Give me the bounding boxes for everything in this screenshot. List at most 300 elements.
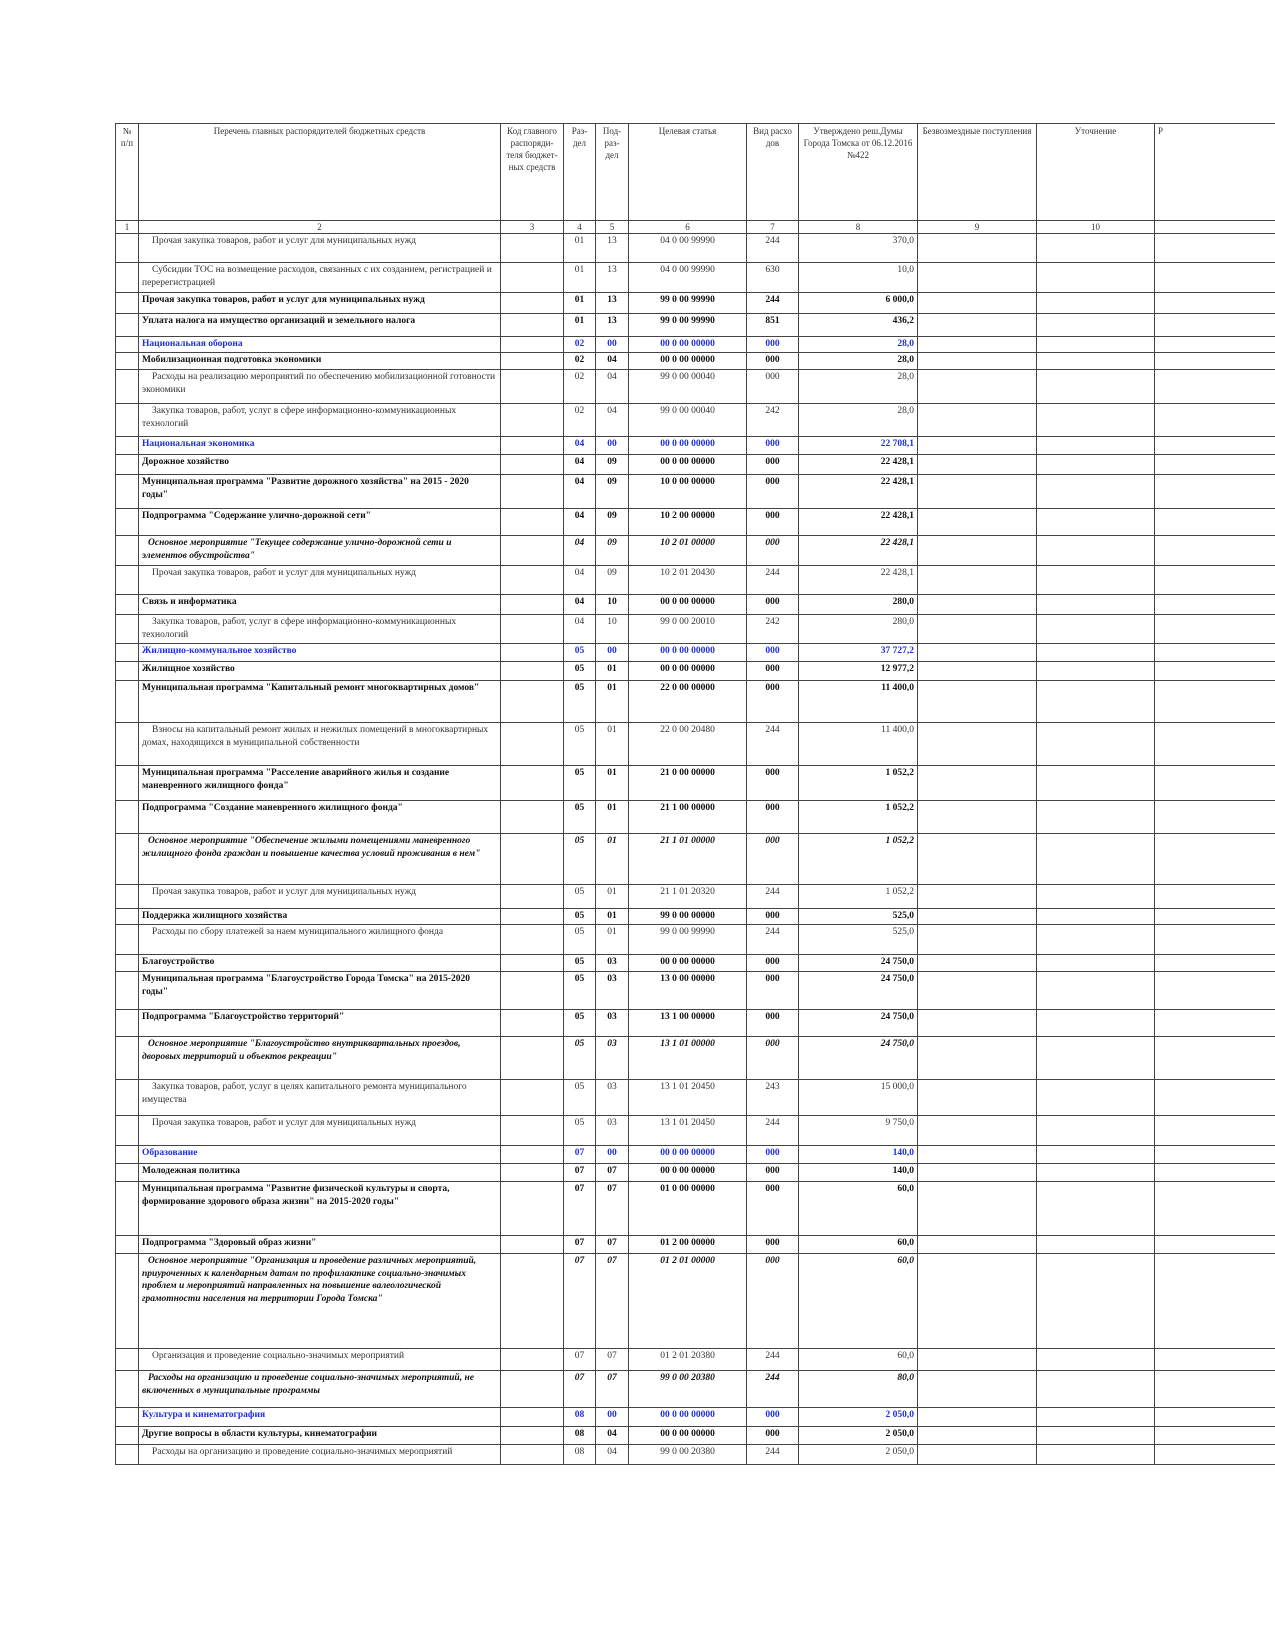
row-approved-sum: 1 052,2	[799, 833, 918, 884]
row-expense-type: 244	[747, 1115, 799, 1145]
row-expense-type: 000	[747, 765, 799, 800]
row-name: Связь и информатика	[139, 595, 501, 615]
row-number	[116, 1444, 139, 1464]
table-row	[116, 566, 1275, 595]
row-razdel: 04	[564, 455, 596, 475]
row-free-receipts	[918, 884, 1037, 908]
header-no: № п/п	[116, 124, 139, 221]
row-podrazdel: 04	[596, 370, 629, 404]
row-razdel: 07	[564, 1163, 596, 1181]
table-row	[116, 908, 1275, 924]
row-name: Расходы по сбору платежей за наем муниципального жилищного фонда	[139, 924, 501, 954]
table-row	[116, 1009, 1275, 1036]
row-expense-type: 000	[747, 353, 799, 370]
row-razdel: 05	[564, 908, 596, 924]
table-row	[116, 1253, 1275, 1348]
row-extra	[1155, 722, 1275, 765]
col-number: 6	[629, 221, 747, 234]
row-razdel: 02	[564, 353, 596, 370]
row-target-article: 13 1 01 20450	[629, 1079, 747, 1115]
row-clarification	[1037, 954, 1155, 971]
row-approved-sum: 60,0	[799, 1348, 918, 1370]
row-code	[501, 1407, 564, 1426]
row-number	[116, 1145, 139, 1163]
row-razdel: 05	[564, 765, 596, 800]
row-name: Закупка товаров, работ, услуг в целях капитального ремонта муниципального имущества	[139, 1079, 501, 1115]
row-expense-type: 000	[747, 509, 799, 536]
row-approved-sum: 28,0	[799, 353, 918, 370]
row-approved-sum: 1 052,2	[799, 800, 918, 833]
row-razdel: 01	[564, 293, 596, 314]
row-clarification	[1037, 353, 1155, 370]
col-number	[1155, 221, 1275, 234]
row-approved-sum: 22 428,1	[799, 509, 918, 536]
row-podrazdel: 04	[596, 1426, 629, 1444]
row-razdel: 08	[564, 1426, 596, 1444]
row-razdel: 07	[564, 1235, 596, 1253]
row-approved-sum: 11 400,0	[799, 722, 918, 765]
row-extra	[1155, 1079, 1275, 1115]
row-number	[116, 800, 139, 833]
row-extra	[1155, 661, 1275, 680]
row-podrazdel: 13	[596, 263, 629, 293]
row-clarification	[1037, 615, 1155, 644]
row-free-receipts	[918, 437, 1037, 455]
row-podrazdel: 13	[596, 314, 629, 337]
row-clarification	[1037, 566, 1155, 595]
row-name: Национальная экономика	[139, 437, 501, 455]
row-free-receipts	[918, 971, 1037, 1009]
header-name: Перечень главных распорядителей бюджетных средств	[139, 124, 501, 221]
row-code	[501, 234, 564, 263]
row-podrazdel: 09	[596, 455, 629, 475]
row-podrazdel: 00	[596, 643, 629, 661]
row-expense-type: 000	[747, 1253, 799, 1348]
row-razdel: 08	[564, 1444, 596, 1464]
row-name: Взносы на капитальный ремонт жилых и нежилых помещений в многоквартирных домах, находящихся в муниципальной собственности	[139, 722, 501, 765]
row-free-receipts	[918, 263, 1037, 293]
row-expense-type: 000	[747, 536, 799, 566]
table-row	[116, 353, 1275, 370]
row-podrazdel: 01	[596, 800, 629, 833]
row-clarification	[1037, 404, 1155, 437]
row-target-article: 00 0 00 00000	[629, 337, 747, 353]
row-podrazdel: 04	[596, 404, 629, 437]
row-podrazdel: 09	[596, 536, 629, 566]
table-row	[116, 455, 1275, 475]
row-clarification	[1037, 1115, 1155, 1145]
row-expense-type: 851	[747, 314, 799, 337]
row-target-article: 99 0 00 99990	[629, 293, 747, 314]
row-number	[116, 884, 139, 908]
row-clarification	[1037, 722, 1155, 765]
row-name: Другие вопросы в области культуры, кинематографии	[139, 1426, 501, 1444]
row-razdel: 08	[564, 1407, 596, 1426]
header-extra: Р	[1155, 124, 1275, 221]
row-number	[116, 536, 139, 566]
row-podrazdel: 01	[596, 924, 629, 954]
row-target-article: 04 0 00 99990	[629, 234, 747, 263]
col-number: 7	[747, 221, 799, 234]
row-expense-type: 000	[747, 643, 799, 661]
row-razdel: 05	[564, 1009, 596, 1036]
row-clarification	[1037, 1181, 1155, 1235]
row-approved-sum: 2 050,0	[799, 1407, 918, 1426]
row-number	[116, 908, 139, 924]
row-code	[501, 404, 564, 437]
row-extra	[1155, 1253, 1275, 1348]
row-podrazdel: 01	[596, 765, 629, 800]
row-target-article: 00 0 00 00000	[629, 661, 747, 680]
row-extra	[1155, 615, 1275, 644]
row-name: Закупка товаров, работ, услуг в сфере информационно-коммуникационных технологий	[139, 404, 501, 437]
row-approved-sum: 140,0	[799, 1145, 918, 1163]
row-number	[116, 1370, 139, 1407]
table-row	[116, 971, 1275, 1009]
row-podrazdel: 07	[596, 1181, 629, 1235]
table-row	[116, 263, 1275, 293]
row-extra	[1155, 293, 1275, 314]
row-target-article: 99 0 00 00000	[629, 908, 747, 924]
row-target-article: 99 0 00 00040	[629, 404, 747, 437]
row-target-article: 10 2 00 00000	[629, 509, 747, 536]
row-podrazdel: 10	[596, 615, 629, 644]
table-row	[116, 314, 1275, 337]
row-expense-type: 244	[747, 293, 799, 314]
col-number: 1	[116, 221, 139, 234]
row-target-article: 00 0 00 00000	[629, 353, 747, 370]
row-code	[501, 971, 564, 1009]
row-approved-sum: 140,0	[799, 1163, 918, 1181]
row-target-article: 10 0 00 00000	[629, 475, 747, 509]
row-clarification	[1037, 263, 1155, 293]
row-extra	[1155, 370, 1275, 404]
row-code	[501, 1370, 564, 1407]
row-podrazdel: 00	[596, 437, 629, 455]
row-target-article: 04 0 00 99990	[629, 263, 747, 293]
row-extra	[1155, 1348, 1275, 1370]
row-approved-sum: 22 428,1	[799, 536, 918, 566]
row-razdel: 05	[564, 680, 596, 722]
row-number	[116, 353, 139, 370]
row-name: Благоустройство	[139, 954, 501, 971]
row-free-receipts	[918, 1253, 1037, 1348]
row-free-receipts	[918, 1079, 1037, 1115]
row-approved-sum: 12 977,2	[799, 661, 918, 680]
row-extra	[1155, 263, 1275, 293]
row-expense-type: 000	[747, 971, 799, 1009]
row-name: Прочая закупка товаров, работ и услуг для муниципальных нужд	[139, 293, 501, 314]
row-razdel: 02	[564, 337, 596, 353]
row-number	[116, 924, 139, 954]
row-extra	[1155, 1444, 1275, 1464]
row-target-article: 01 2 01 20380	[629, 1348, 747, 1370]
row-razdel: 05	[564, 884, 596, 908]
row-podrazdel: 04	[596, 1444, 629, 1464]
row-razdel: 05	[564, 643, 596, 661]
row-target-article: 99 0 00 99990	[629, 924, 747, 954]
row-podrazdel: 04	[596, 353, 629, 370]
row-extra	[1155, 833, 1275, 884]
row-extra	[1155, 680, 1275, 722]
row-extra	[1155, 1426, 1275, 1444]
row-approved-sum: 436,2	[799, 314, 918, 337]
row-expense-type: 000	[747, 475, 799, 509]
row-number	[116, 566, 139, 595]
row-target-article: 21 1 00 00000	[629, 800, 747, 833]
row-code	[501, 1235, 564, 1253]
row-number	[116, 314, 139, 337]
row-code	[501, 643, 564, 661]
row-approved-sum: 370,0	[799, 234, 918, 263]
row-clarification	[1037, 1145, 1155, 1163]
row-expense-type: 000	[747, 437, 799, 455]
row-clarification	[1037, 680, 1155, 722]
row-target-article: 21 1 01 00000	[629, 833, 747, 884]
row-number	[116, 1036, 139, 1079]
row-clarification	[1037, 661, 1155, 680]
row-number	[116, 643, 139, 661]
row-expense-type: 244	[747, 1444, 799, 1464]
row-razdel: 05	[564, 1115, 596, 1145]
row-code	[501, 536, 564, 566]
row-clarification	[1037, 1407, 1155, 1426]
row-target-article: 21 0 00 00000	[629, 765, 747, 800]
row-approved-sum: 525,0	[799, 908, 918, 924]
row-target-article: 00 0 00 00000	[629, 954, 747, 971]
row-razdel: 05	[564, 971, 596, 1009]
row-target-article: 99 0 00 20010	[629, 615, 747, 644]
table-row	[116, 800, 1275, 833]
row-clarification	[1037, 509, 1155, 536]
row-podrazdel: 13	[596, 234, 629, 263]
row-expense-type: 244	[747, 1370, 799, 1407]
row-extra	[1155, 924, 1275, 954]
row-clarification	[1037, 1348, 1155, 1370]
row-podrazdel: 03	[596, 954, 629, 971]
row-free-receipts	[918, 1444, 1037, 1464]
row-name: Расходы на реализацию мероприятий по обеспечению мобилизационной готовности экономики	[139, 370, 501, 404]
row-free-receipts	[918, 1115, 1037, 1145]
row-code	[501, 722, 564, 765]
row-number	[116, 833, 139, 884]
row-target-article: 13 0 00 00000	[629, 971, 747, 1009]
row-code	[501, 954, 564, 971]
row-code	[501, 908, 564, 924]
row-name: Расходы на организацию и проведение социально-значимых мероприятий, не включенных в муниципальные программы	[139, 1370, 501, 1407]
table-row	[116, 595, 1275, 615]
table-row	[116, 1181, 1275, 1235]
row-approved-sum: 22 708,1	[799, 437, 918, 455]
row-target-article: 00 0 00 00000	[629, 1407, 747, 1426]
row-extra	[1155, 800, 1275, 833]
row-podrazdel: 01	[596, 680, 629, 722]
row-razdel: 02	[564, 404, 596, 437]
row-extra	[1155, 884, 1275, 908]
row-extra	[1155, 1115, 1275, 1145]
row-extra	[1155, 908, 1275, 924]
row-extra	[1155, 1163, 1275, 1181]
row-target-article: 00 0 00 00000	[629, 1163, 747, 1181]
row-expense-type: 000	[747, 595, 799, 615]
row-clarification	[1037, 437, 1155, 455]
row-name: Подпрограмма "Создание маневренного жилищного фонда"	[139, 800, 501, 833]
row-name: Образование	[139, 1145, 501, 1163]
row-free-receipts	[918, 908, 1037, 924]
row-code	[501, 615, 564, 644]
row-razdel: 01	[564, 263, 596, 293]
row-number	[116, 1079, 139, 1115]
header-free: Безвозмездные поступления	[918, 124, 1037, 221]
row-expense-type: 000	[747, 1009, 799, 1036]
row-expense-type: 242	[747, 615, 799, 644]
row-expense-type: 244	[747, 234, 799, 263]
column-number-row	[116, 221, 1275, 234]
row-target-article: 99 0 00 00040	[629, 370, 747, 404]
row-name: Закупка товаров, работ, услуг в сфере информационно-коммуникационных технологий	[139, 615, 501, 644]
row-clarification	[1037, 800, 1155, 833]
row-razdel: 05	[564, 661, 596, 680]
row-razdel: 04	[564, 536, 596, 566]
row-clarification	[1037, 337, 1155, 353]
row-clarification	[1037, 971, 1155, 1009]
row-number	[116, 1235, 139, 1253]
row-code	[501, 263, 564, 293]
row-expense-type: 000	[747, 833, 799, 884]
row-code	[501, 680, 564, 722]
table-row	[116, 1348, 1275, 1370]
row-code	[501, 455, 564, 475]
table-row	[116, 924, 1275, 954]
row-name: Муниципальная программа "Благоустройство Города Томска" на 2015-2020 годы"	[139, 971, 501, 1009]
row-free-receipts	[918, 353, 1037, 370]
row-extra	[1155, 1235, 1275, 1253]
row-razdel: 07	[564, 1348, 596, 1370]
row-code	[501, 509, 564, 536]
row-code	[501, 1115, 564, 1145]
row-name: Прочая закупка товаров, работ и услуг для муниципальных нужд	[139, 1115, 501, 1145]
row-number	[116, 1009, 139, 1036]
col-number: 10	[1037, 221, 1155, 234]
row-code	[501, 1145, 564, 1163]
row-code	[501, 337, 564, 353]
table-row	[116, 1145, 1275, 1163]
table-row	[116, 661, 1275, 680]
row-razdel: 05	[564, 722, 596, 765]
col-number: 2	[139, 221, 501, 234]
row-clarification	[1037, 314, 1155, 337]
row-number	[116, 615, 139, 644]
row-razdel: 07	[564, 1253, 596, 1348]
row-free-receipts	[918, 370, 1037, 404]
row-target-article: 99 0 00 99990	[629, 314, 747, 337]
row-name: Расходы на организацию и проведение социально-значимых мероприятий	[139, 1444, 501, 1464]
row-free-receipts	[918, 509, 1037, 536]
table-row	[116, 954, 1275, 971]
row-podrazdel: 03	[596, 1115, 629, 1145]
row-razdel: 05	[564, 1036, 596, 1079]
row-name: Уплата налога на имущество организаций и земельного налога	[139, 314, 501, 337]
row-approved-sum: 28,0	[799, 337, 918, 353]
row-number	[116, 475, 139, 509]
header-cs: Целевая статья	[629, 124, 747, 221]
row-razdel: 05	[564, 954, 596, 971]
row-free-receipts	[918, 1407, 1037, 1426]
row-free-receipts	[918, 293, 1037, 314]
row-target-article: 00 0 00 00000	[629, 1426, 747, 1444]
row-approved-sum: 60,0	[799, 1253, 918, 1348]
row-target-article: 01 0 00 00000	[629, 1181, 747, 1235]
table-row	[116, 509, 1275, 536]
row-name: Организация и проведение социально-значимых мероприятий	[139, 1348, 501, 1370]
row-approved-sum: 2 050,0	[799, 1444, 918, 1464]
row-free-receipts	[918, 1370, 1037, 1407]
header-vr: Вид расхо дов	[747, 124, 799, 221]
row-expense-type: 242	[747, 404, 799, 437]
row-free-receipts	[918, 765, 1037, 800]
row-razdel: 02	[564, 370, 596, 404]
row-approved-sum: 60,0	[799, 1235, 918, 1253]
header-code: Код главного распоряди-теля бюджет-ных средств	[501, 124, 564, 221]
row-code	[501, 475, 564, 509]
row-expense-type: 000	[747, 1036, 799, 1079]
row-podrazdel: 01	[596, 722, 629, 765]
row-expense-type: 000	[747, 370, 799, 404]
row-name: Субсидии ТОС на возмещение расходов, связанных с их созданием, регистрацией и перерегистрацией	[139, 263, 501, 293]
table-row	[116, 1036, 1275, 1079]
row-clarification	[1037, 1426, 1155, 1444]
row-podrazdel: 09	[596, 566, 629, 595]
row-expense-type: 244	[747, 1348, 799, 1370]
row-razdel: 05	[564, 924, 596, 954]
row-clarification	[1037, 595, 1155, 615]
row-clarification	[1037, 643, 1155, 661]
row-podrazdel: 07	[596, 1348, 629, 1370]
row-name: Молодежная политика	[139, 1163, 501, 1181]
row-razdel: 07	[564, 1370, 596, 1407]
header-podrazdel: Под-раз-дел	[596, 124, 629, 221]
row-extra	[1155, 509, 1275, 536]
row-extra	[1155, 337, 1275, 353]
row-razdel: 05	[564, 833, 596, 884]
row-approved-sum: 60,0	[799, 1181, 918, 1235]
row-expense-type: 000	[747, 661, 799, 680]
col-number: 9	[918, 221, 1037, 234]
row-approved-sum: 280,0	[799, 615, 918, 644]
row-approved-sum: 80,0	[799, 1370, 918, 1407]
row-expense-type: 244	[747, 884, 799, 908]
row-code	[501, 595, 564, 615]
row-podrazdel: 13	[596, 293, 629, 314]
row-free-receipts	[918, 722, 1037, 765]
row-target-article: 22 0 00 00000	[629, 680, 747, 722]
row-name: Основное мероприятие "Благоустройство внутриквартальных проездов, дворовых территорий и объектов рекреации"	[139, 1036, 501, 1079]
row-razdel: 07	[564, 1145, 596, 1163]
row-name: Прочая закупка товаров, работ и услуг для муниципальных нужд	[139, 566, 501, 595]
row-target-article: 99 0 00 20380	[629, 1370, 747, 1407]
row-extra	[1155, 566, 1275, 595]
row-expense-type: 244	[747, 566, 799, 595]
row-extra	[1155, 1145, 1275, 1163]
row-number	[116, 971, 139, 1009]
table-row	[116, 765, 1275, 800]
row-expense-type: 000	[747, 954, 799, 971]
row-podrazdel: 07	[596, 1163, 629, 1181]
row-clarification	[1037, 1235, 1155, 1253]
row-number	[116, 1115, 139, 1145]
row-code	[501, 566, 564, 595]
row-name: Основное мероприятие "Текущее содержание улично-дорожной сети и элементов обустройства"	[139, 536, 501, 566]
